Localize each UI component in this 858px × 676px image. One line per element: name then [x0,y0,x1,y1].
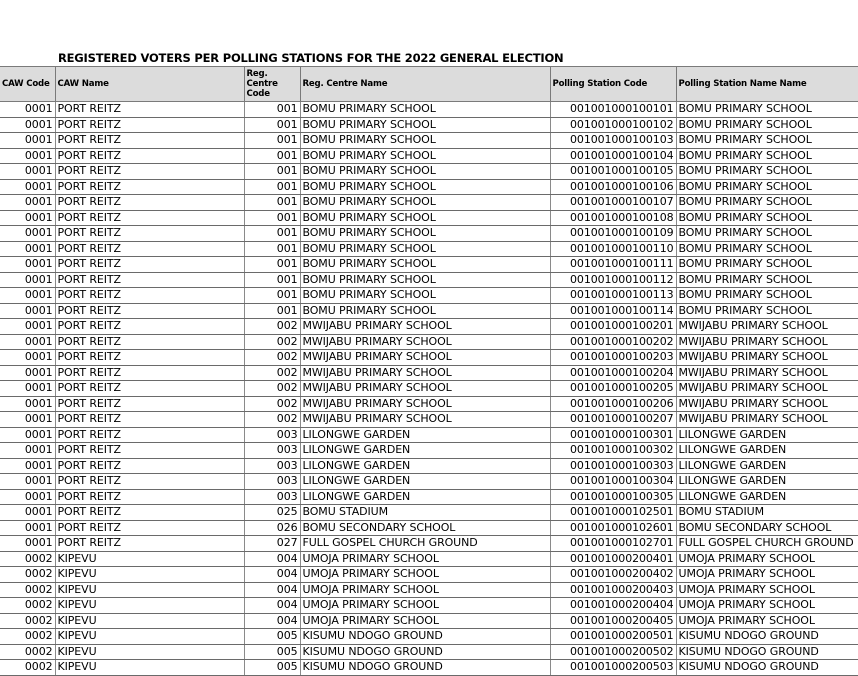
caw-code-cell: 0001 [0,365,55,381]
reg-centre-code-cell: 002 [244,396,300,412]
reg-centre-code-cell: 003 [244,474,300,490]
reg-centre-name-cell: FULL GOSPEL CHURCH GROUND [300,536,550,552]
reg-centre-name-cell: MWIJABU PRIMARY SCHOOL [300,381,550,397]
reg-centre-code-cell: 005 [244,629,300,645]
caw-code-cell: 0002 [0,567,55,583]
reg-centre-name-cell: BOMU PRIMARY SCHOOL [300,102,550,118]
reg-centre-name-cell: BOMU PRIMARY SCHOOL [300,303,550,319]
header-polling-station-code: Polling Station Code [550,67,676,102]
polling-station-name-cell: BOMU SECONDARY SCHOOL [676,520,858,536]
caw-code-cell: 0002 [0,582,55,598]
table-row [0,179,858,195]
reg-centre-code-cell: 004 [244,598,300,614]
caw-name-cell: PORT REITZ [55,148,244,164]
table-body [0,102,858,676]
polling-station-code-cell: 001001000100207 [550,412,676,428]
polling-station-code-cell: 001001000100106 [550,179,676,195]
polling-station-code-cell: 001001000200401 [550,551,676,567]
reg-centre-code-cell: 002 [244,381,300,397]
table-row [0,474,858,490]
reg-centre-code-cell: 001 [244,272,300,288]
caw-code-cell: 0001 [0,303,55,319]
caw-name-cell: KIPEVU [55,598,244,614]
caw-code-cell: 0001 [0,334,55,350]
caw-code-cell: 0001 [0,350,55,366]
caw-name-cell: PORT REITZ [55,117,244,133]
polling-station-code-cell: 001001000100304 [550,474,676,490]
reg-centre-code-cell: 027 [244,536,300,552]
polling-station-name-cell: UMOJA PRIMARY SCHOOL [676,551,858,567]
polling-station-code-cell: 001001000200402 [550,567,676,583]
table-row [0,660,858,676]
table-row [0,598,858,614]
polling-station-name-cell: MWIJABU PRIMARY SCHOOL [676,319,858,335]
polling-station-name-cell: BOMU PRIMARY SCHOOL [676,148,858,164]
polling-station-name-cell: BOMU PRIMARY SCHOOL [676,257,858,273]
table-row [0,226,858,242]
table-row [0,443,858,459]
caw-name-cell: PORT REITZ [55,272,244,288]
reg-centre-code-cell: 026 [244,520,300,536]
polling-station-name-cell: UMOJA PRIMARY SCHOOL [676,567,858,583]
caw-name-cell: PORT REITZ [55,505,244,521]
reg-centre-name-cell: LILONGWE GARDEN [300,443,550,459]
reg-centre-code-cell: 004 [244,551,300,567]
header-caw-name: CAW Name [55,67,244,102]
caw-code-cell: 0001 [0,443,55,459]
polling-station-code-cell: 001001000100205 [550,381,676,397]
polling-station-code-cell: 001001000100305 [550,489,676,505]
caw-code-cell: 0001 [0,288,55,304]
reg-centre-name-cell: LILONGWE GARDEN [300,458,550,474]
caw-code-cell: 0001 [0,319,55,335]
reg-centre-name-cell: UMOJA PRIMARY SCHOOL [300,598,550,614]
header-reg-centre-name: Reg. Centre Name [300,67,550,102]
caw-code-cell: 0002 [0,613,55,629]
caw-code-cell: 0001 [0,257,55,273]
polling-station-name-cell: BOMU PRIMARY SCHOOL [676,303,858,319]
polling-station-name-cell: BOMU PRIMARY SCHOOL [676,226,858,242]
table-row [0,536,858,552]
polling-station-name-cell: UMOJA PRIMARY SCHOOL [676,613,858,629]
caw-name-cell: PORT REITZ [55,334,244,350]
polling-station-code-cell: 001001000100104 [550,148,676,164]
caw-code-cell: 0001 [0,272,55,288]
reg-centre-code-cell: 001 [244,102,300,118]
table-row [0,117,858,133]
reg-centre-code-cell: 004 [244,582,300,598]
table-row [0,272,858,288]
polling-station-name-cell: BOMU PRIMARY SCHOOL [676,102,858,118]
reg-centre-code-cell: 004 [244,613,300,629]
reg-centre-code-cell: 001 [244,257,300,273]
caw-code-cell: 0002 [0,551,55,567]
polling-station-name-cell: BOMU PRIMARY SCHOOL [676,241,858,257]
table-row [0,241,858,257]
polling-station-name-cell: MWIJABU PRIMARY SCHOOL [676,350,858,366]
table-row [0,303,858,319]
reg-centre-name-cell: KISUMU NDOGO GROUND [300,660,550,676]
polling-station-code-cell: 001001000100301 [550,427,676,443]
reg-centre-code-cell: 002 [244,350,300,366]
reg-centre-name-cell: UMOJA PRIMARY SCHOOL [300,582,550,598]
reg-centre-code-cell: 001 [244,195,300,211]
reg-centre-name-cell: MWIJABU PRIMARY SCHOOL [300,412,550,428]
polling-station-code-cell: 001001000100201 [550,319,676,335]
polling-station-name-cell: MWIJABU PRIMARY SCHOOL [676,334,858,350]
reg-centre-name-cell: BOMU PRIMARY SCHOOL [300,195,550,211]
reg-centre-name-cell: BOMU PRIMARY SCHOOL [300,272,550,288]
polling-station-code-cell: 001001000200503 [550,660,676,676]
table-row [0,551,858,567]
polling-station-name-cell: KISUMU NDOGO GROUND [676,629,858,645]
reg-centre-code-cell: 001 [244,179,300,195]
polling-station-code-cell: 001001000100105 [550,164,676,180]
caw-code-cell: 0001 [0,133,55,149]
reg-centre-name-cell: BOMU PRIMARY SCHOOL [300,117,550,133]
caw-name-cell: PORT REITZ [55,489,244,505]
reg-centre-name-cell: KISUMU NDOGO GROUND [300,644,550,660]
table-row [0,520,858,536]
caw-code-cell: 0001 [0,396,55,412]
caw-name-cell: PORT REITZ [55,319,244,335]
reg-centre-name-cell: BOMU SECONDARY SCHOOL [300,520,550,536]
polling-station-name-cell: BOMU PRIMARY SCHOOL [676,272,858,288]
polling-station-name-cell: BOMU PRIMARY SCHOOL [676,117,858,133]
table-row [0,210,858,226]
table-row [0,412,858,428]
reg-centre-code-cell: 001 [244,288,300,304]
polling-station-code-cell: 001001000100113 [550,288,676,304]
header-polling-station-name: Polling Station Name Name [676,67,858,102]
table-row [0,582,858,598]
caw-code-cell: 0001 [0,458,55,474]
caw-name-cell: PORT REITZ [55,288,244,304]
reg-centre-code-cell: 002 [244,365,300,381]
caw-name-cell: PORT REITZ [55,365,244,381]
caw-code-cell: 0001 [0,164,55,180]
reg-centre-code-cell: 001 [244,164,300,180]
polling-station-code-cell: 001001000100302 [550,443,676,459]
caw-name-cell: KIPEVU [55,567,244,583]
table-row [0,505,858,521]
caw-name-cell: KIPEVU [55,551,244,567]
caw-code-cell: 0001 [0,226,55,242]
reg-centre-code-cell: 001 [244,241,300,257]
reg-centre-name-cell: LILONGWE GARDEN [300,427,550,443]
reg-centre-name-cell: BOMU PRIMARY SCHOOL [300,179,550,195]
reg-centre-code-cell: 001 [244,226,300,242]
caw-name-cell: PORT REITZ [55,520,244,536]
caw-code-cell: 0001 [0,505,55,521]
polling-station-name-cell: LILONGWE GARDEN [676,443,858,459]
caw-name-cell: PORT REITZ [55,102,244,118]
polling-station-code-cell: 001001000102701 [550,536,676,552]
polling-station-name-cell: MWIJABU PRIMARY SCHOOL [676,365,858,381]
reg-centre-code-cell: 001 [244,148,300,164]
caw-name-cell: KIPEVU [55,629,244,645]
table-row [0,365,858,381]
caw-code-cell: 0001 [0,241,55,257]
caw-name-cell: KIPEVU [55,582,244,598]
header-row [0,67,858,102]
caw-name-cell: PORT REITZ [55,536,244,552]
caw-name-cell: PORT REITZ [55,381,244,397]
table-row [0,350,858,366]
reg-centre-code-cell: 001 [244,210,300,226]
reg-centre-name-cell: BOMU PRIMARY SCHOOL [300,210,550,226]
polling-station-name-cell: FULL GOSPEL CHURCH GROUND [676,536,858,552]
polling-station-code-cell: 001001000100203 [550,350,676,366]
polling-station-code-cell: 001001000102501 [550,505,676,521]
reg-centre-name-cell: BOMU PRIMARY SCHOOL [300,288,550,304]
reg-centre-code-cell: 002 [244,319,300,335]
reg-centre-name-cell: KISUMU NDOGO GROUND [300,629,550,645]
reg-centre-code-cell: 001 [244,133,300,149]
polling-station-code-cell: 001001000100303 [550,458,676,474]
caw-code-cell: 0002 [0,598,55,614]
table-row [0,334,858,350]
caw-name-cell: PORT REITZ [55,179,244,195]
caw-code-cell: 0002 [0,644,55,660]
polling-station-name-cell: BOMU PRIMARY SCHOOL [676,288,858,304]
caw-name-cell: PORT REITZ [55,396,244,412]
page-title: REGISTERED VOTERS PER POLLING STATIONS FOR THE 2022 GENERAL ELECTION [58,51,564,65]
table-row [0,195,858,211]
reg-centre-name-cell: BOMU PRIMARY SCHOOL [300,164,550,180]
caw-code-cell: 0001 [0,520,55,536]
reg-centre-code-cell: 004 [244,567,300,583]
reg-centre-name-cell: MWIJABU PRIMARY SCHOOL [300,396,550,412]
polling-station-code-cell: 001001000200403 [550,582,676,598]
polling-station-name-cell: MWIJABU PRIMARY SCHOOL [676,412,858,428]
polling-station-name-cell: LILONGWE GARDEN [676,489,858,505]
polling-station-code-cell: 001001000100102 [550,117,676,133]
table-row [0,489,858,505]
table-row [0,396,858,412]
reg-centre-name-cell: LILONGWE GARDEN [300,489,550,505]
caw-name-cell: PORT REITZ [55,133,244,149]
table-row [0,288,858,304]
reg-centre-name-cell: LILONGWE GARDEN [300,474,550,490]
reg-centre-name-cell: BOMU PRIMARY SCHOOL [300,226,550,242]
reg-centre-code-cell: 002 [244,334,300,350]
caw-code-cell: 0002 [0,629,55,645]
polling-station-code-cell: 001001000100110 [550,241,676,257]
reg-centre-name-cell: UMOJA PRIMARY SCHOOL [300,551,550,567]
caw-name-cell: PORT REITZ [55,257,244,273]
polling-station-code-cell: 001001000200404 [550,598,676,614]
caw-code-cell: 0001 [0,179,55,195]
polling-station-code-cell: 001001000100206 [550,396,676,412]
reg-centre-code-cell: 002 [244,412,300,428]
reg-centre-name-cell: BOMU PRIMARY SCHOOL [300,133,550,149]
caw-code-cell: 0001 [0,427,55,443]
caw-name-cell: PORT REITZ [55,412,244,428]
reg-centre-code-cell: 005 [244,644,300,660]
polling-station-name-cell: KISUMU NDOGO GROUND [676,644,858,660]
table-row [0,613,858,629]
polling-station-name-cell: KISUMU NDOGO GROUND [676,660,858,676]
table-row [0,164,858,180]
table-row [0,381,858,397]
caw-code-cell: 0001 [0,117,55,133]
polling-station-code-cell: 001001000100111 [550,257,676,273]
caw-code-cell: 0001 [0,536,55,552]
polling-station-name-cell: LILONGWE GARDEN [676,474,858,490]
caw-code-cell: 0002 [0,660,55,676]
polling-station-name-cell: MWIJABU PRIMARY SCHOOL [676,381,858,397]
polling-station-name-cell: MWIJABU PRIMARY SCHOOL [676,396,858,412]
caw-name-cell: PORT REITZ [55,195,244,211]
polling-station-code-cell: 001001000102601 [550,520,676,536]
header-reg-centre-code: Reg. Centre Code [244,67,300,102]
polling-station-code-cell: 001001000100107 [550,195,676,211]
caw-name-cell: PORT REITZ [55,210,244,226]
caw-code-cell: 0001 [0,412,55,428]
reg-centre-code-cell: 025 [244,505,300,521]
polling-station-code-cell: 001001000200501 [550,629,676,645]
caw-code-cell: 0001 [0,474,55,490]
caw-name-cell: PORT REITZ [55,303,244,319]
table-row [0,133,858,149]
caw-name-cell: PORT REITZ [55,164,244,180]
reg-centre-code-cell: 001 [244,303,300,319]
reg-centre-code-cell: 003 [244,489,300,505]
reg-centre-name-cell: MWIJABU PRIMARY SCHOOL [300,319,550,335]
caw-code-cell: 0001 [0,381,55,397]
table-row [0,629,858,645]
polling-station-name-cell: UMOJA PRIMARY SCHOOL [676,582,858,598]
caw-name-cell: PORT REITZ [55,443,244,459]
caw-name-cell: PORT REITZ [55,241,244,257]
table-row [0,458,858,474]
caw-code-cell: 0001 [0,102,55,118]
polling-station-name-cell: BOMU PRIMARY SCHOOL [676,179,858,195]
table-row [0,257,858,273]
polling-station-code-cell: 001001000100114 [550,303,676,319]
polling-stations-table [0,66,858,676]
reg-centre-name-cell: BOMU PRIMARY SCHOOL [300,257,550,273]
header-caw-code: CAW Code [0,67,55,102]
polling-station-name-cell: BOMU PRIMARY SCHOOL [676,195,858,211]
polling-station-code-cell: 001001000200405 [550,613,676,629]
reg-centre-code-cell: 001 [244,117,300,133]
caw-code-cell: 0001 [0,210,55,226]
polling-station-name-cell: BOMU PRIMARY SCHOOL [676,133,858,149]
caw-name-cell: KIPEVU [55,613,244,629]
reg-centre-code-cell: 003 [244,458,300,474]
reg-centre-name-cell: UMOJA PRIMARY SCHOOL [300,613,550,629]
polling-station-code-cell: 001001000200502 [550,644,676,660]
polling-station-code-cell: 001001000100202 [550,334,676,350]
reg-centre-name-cell: MWIJABU PRIMARY SCHOOL [300,365,550,381]
reg-centre-code-cell: 005 [244,660,300,676]
polling-station-code-cell: 001001000100108 [550,210,676,226]
caw-code-cell: 0001 [0,489,55,505]
polling-station-code-cell: 001001000100204 [550,365,676,381]
reg-centre-code-cell: 003 [244,427,300,443]
polling-station-name-cell: LILONGWE GARDEN [676,427,858,443]
polling-station-code-cell: 001001000100109 [550,226,676,242]
caw-name-cell: KIPEVU [55,644,244,660]
polling-station-name-cell: BOMU PRIMARY SCHOOL [676,210,858,226]
table-row [0,102,858,118]
polling-station-code-cell: 001001000100112 [550,272,676,288]
polling-station-name-cell: BOMU PRIMARY SCHOOL [676,164,858,180]
polling-station-code-cell: 001001000100101 [550,102,676,118]
reg-centre-name-cell: UMOJA PRIMARY SCHOOL [300,567,550,583]
reg-centre-name-cell: BOMU PRIMARY SCHOOL [300,241,550,257]
caw-code-cell: 0001 [0,195,55,211]
table-row [0,319,858,335]
polling-station-code-cell: 001001000100103 [550,133,676,149]
caw-code-cell: 0001 [0,148,55,164]
caw-name-cell: PORT REITZ [55,474,244,490]
caw-name-cell: PORT REITZ [55,350,244,366]
table-row [0,148,858,164]
table-row [0,567,858,583]
table-row [0,644,858,660]
polling-station-name-cell: LILONGWE GARDEN [676,458,858,474]
reg-centre-name-cell: MWIJABU PRIMARY SCHOOL [300,350,550,366]
caw-name-cell: KIPEVU [55,660,244,676]
caw-name-cell: PORT REITZ [55,427,244,443]
caw-name-cell: PORT REITZ [55,458,244,474]
polling-station-name-cell: UMOJA PRIMARY SCHOOL [676,598,858,614]
reg-centre-name-cell: MWIJABU PRIMARY SCHOOL [300,334,550,350]
reg-centre-code-cell: 003 [244,443,300,459]
polling-station-name-cell: BOMU STADIUM [676,505,858,521]
table-row [0,427,858,443]
reg-centre-name-cell: BOMU PRIMARY SCHOOL [300,148,550,164]
reg-centre-name-cell: BOMU STADIUM [300,505,550,521]
caw-name-cell: PORT REITZ [55,226,244,242]
